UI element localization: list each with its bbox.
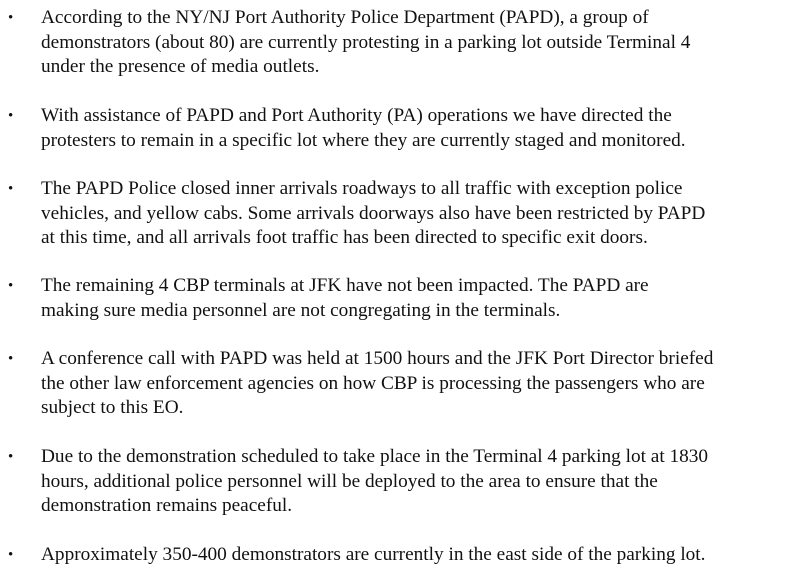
text-line: According to the NY/NJ Port Authority Police Department (PAPD), a group of: [41, 7, 649, 28]
text-line: subject to this EO.: [41, 397, 184, 418]
text-line: demonstration remains peaceful.: [41, 495, 293, 516]
bullet-text: [41, 347, 801, 421]
text-line: demonstrators (about 80) are currently protesting in a parking lot outside Terminal 4: [41, 31, 691, 53]
bullet-text: [41, 177, 801, 251]
text-line: Due to the demonstration scheduled to take place in the Terminal 4 parking lot at 1830: [41, 446, 709, 467]
text-line: making sure media personnel are not congregating in the terminals.: [41, 299, 561, 321]
bullet-marker: •: [8, 351, 14, 367]
text-line: The remaining 4 CBP terminals at JFK have not been impacted. The PAPD are: [41, 275, 649, 296]
bullet-marker: •: [8, 278, 14, 294]
bullet-text: [41, 543, 801, 568]
text-line: under the presence of media outlets.: [41, 56, 320, 77]
text-line: The PAPD Police closed inner arrivals roadways to all traffic with exception police: [41, 178, 683, 199]
bullet-text: [41, 104, 801, 153]
text-line: With assistance of PAPD and Port Authority (PA) operations we have directed the: [41, 105, 672, 126]
bullet-marker: •: [8, 547, 14, 563]
text-line: the other law enforcement agencies on how CBP is processing the passengers who are: [41, 372, 705, 394]
text-line: vehicles, and yellow cabs. Some arrivals doorways also have been restricted by PAPD: [41, 202, 706, 224]
text-line: protesters to remain in a specific lot where they are currently staged and monitored.: [41, 129, 686, 151]
bullet-marker: •: [8, 181, 14, 197]
bullet-marker: •: [8, 449, 14, 465]
text-line: Approximately 350-400 demonstrators are currently in the east side of the parking lot.: [41, 544, 706, 565]
bullet-marker: •: [8, 10, 14, 26]
bullet-marker: •: [8, 108, 14, 124]
bullet-text: [41, 6, 801, 80]
bullet-text: [41, 274, 801, 323]
text-line: at this time, and all arrivals foot traffic has been directed to specific exit doors.: [41, 227, 648, 248]
text-line: hours, additional police personnel will be deployed to the area to ensure that the: [41, 470, 658, 492]
bullet-text: [41, 445, 801, 519]
text-line: A conference call with PAPD was held at 1500 hours and the JFK Port Director briefed: [41, 348, 714, 369]
